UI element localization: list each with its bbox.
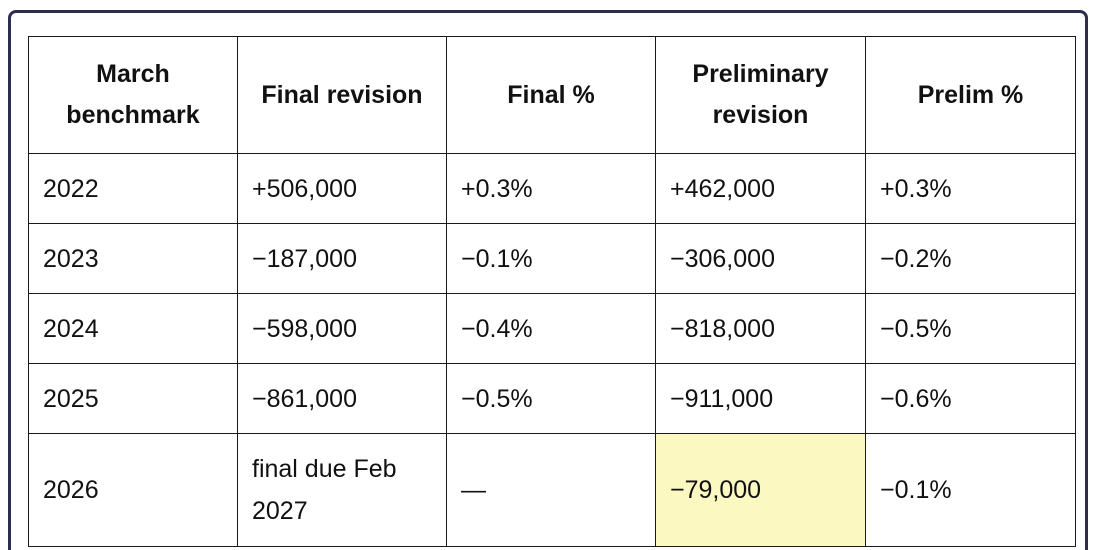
cell-final-revision: +506,000: [238, 154, 447, 224]
cell-prelim-revision: −911,000: [656, 364, 866, 434]
cell-prelim-revision: +462,000: [656, 154, 866, 224]
header-preliminary-revision: Preliminary revision: [656, 37, 866, 154]
cell-final-pct: −0.5%: [447, 364, 656, 434]
cell-prelim-pct: +0.3%: [866, 154, 1076, 224]
cell-prelim-pct: −0.5%: [866, 294, 1076, 364]
cell-year: 2025: [29, 364, 238, 434]
table-row: [29, 364, 1076, 434]
cell-prelim-revision-highlighted: −79,000: [656, 434, 866, 547]
header-final-pct: Final %: [447, 37, 656, 154]
cell-year: 2026: [29, 434, 238, 547]
cell-final-pct: +0.3%: [447, 154, 656, 224]
table-row: [29, 434, 1076, 547]
header-march-benchmark: March benchmark: [29, 37, 238, 154]
cell-final-revision: final due Feb 2027: [238, 434, 447, 547]
cell-prelim-revision: −818,000: [656, 294, 866, 364]
cell-final-pct: —: [447, 434, 656, 547]
table-row: [29, 154, 1076, 224]
cell-year: 2023: [29, 224, 238, 294]
cell-prelim-pct: −0.6%: [866, 364, 1076, 434]
benchmark-revisions-table: [28, 36, 1076, 547]
table-row: [29, 224, 1076, 294]
header-prelim-pct: Prelim %: [866, 37, 1076, 154]
cell-prelim-pct: −0.2%: [866, 224, 1076, 294]
header-final-revision: Final revision: [238, 37, 447, 154]
cell-final-pct: −0.4%: [447, 294, 656, 364]
table-row: [29, 294, 1076, 364]
cell-final-revision: −187,000: [238, 224, 447, 294]
header-row: [29, 37, 1076, 154]
cell-year: 2024: [29, 294, 238, 364]
cell-final-revision: −598,000: [238, 294, 447, 364]
cell-prelim-revision: −306,000: [656, 224, 866, 294]
cell-year: 2022: [29, 154, 238, 224]
cell-final-pct: −0.1%: [447, 224, 656, 294]
cell-prelim-pct: −0.1%: [866, 434, 1076, 547]
cell-final-revision: −861,000: [238, 364, 447, 434]
